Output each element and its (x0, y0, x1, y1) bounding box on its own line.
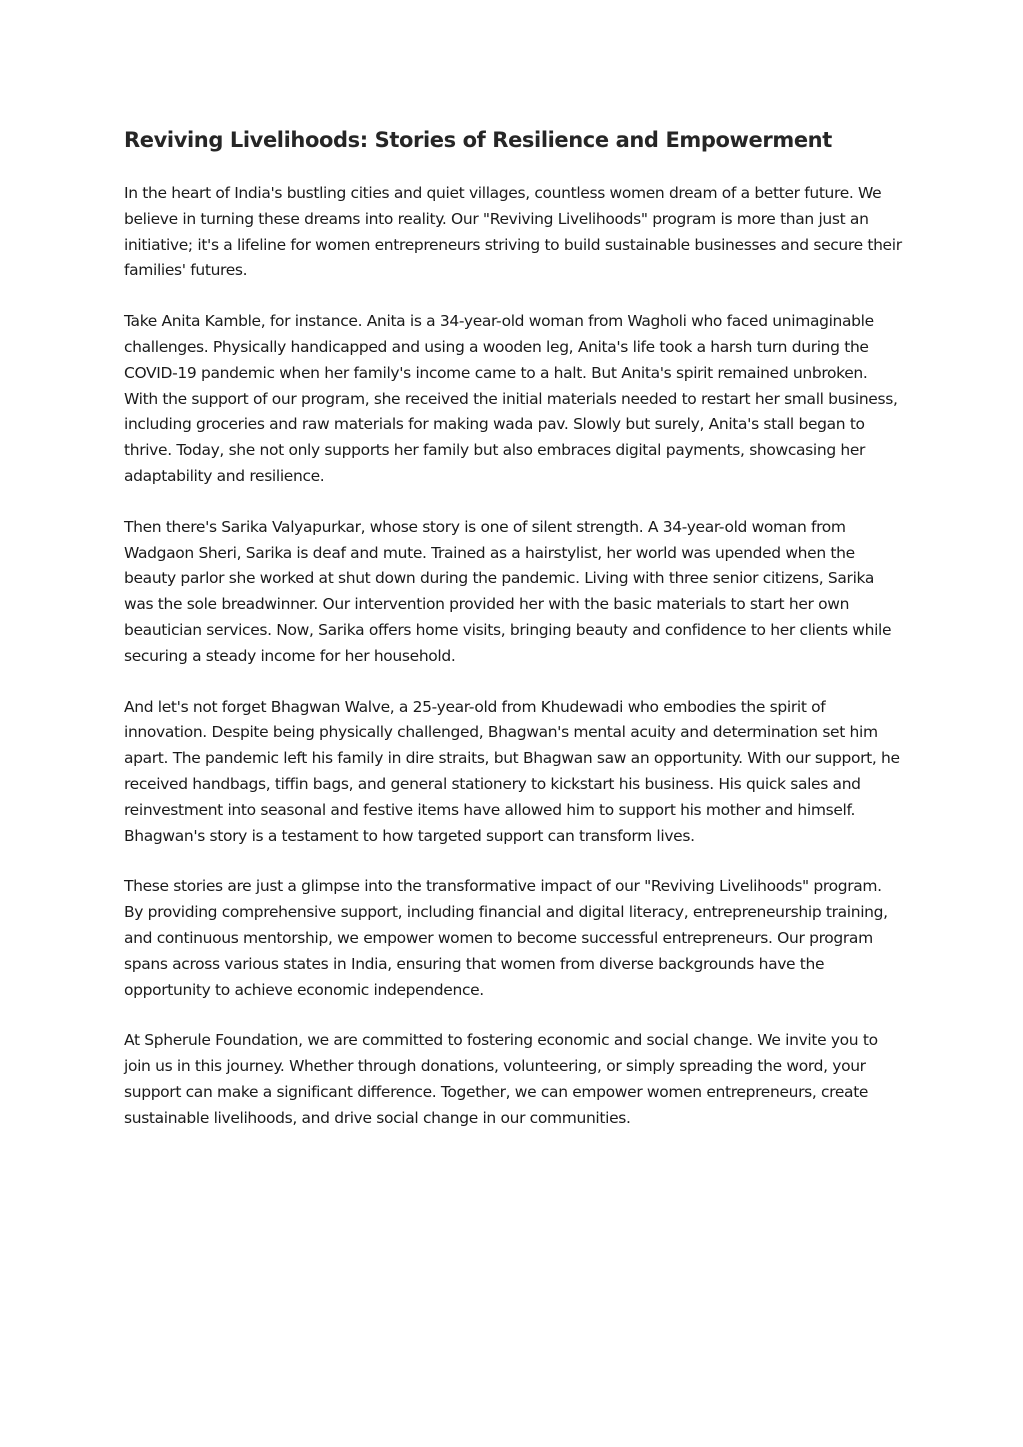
paragraph-intro: In the heart of India's bustling cities and quiet villages, countless women dream of a better future. We believe in turning these dreams into reality. Our "Reviving Livelihoods" program is more than just an initiative; it's a lifeline for women entrepreneurs striving to build sustainable businesses and secure their families' futures. (124, 184, 902, 280)
document-title: Reviving Livelihoods: Stories of Resilience and Empowerment (124, 128, 832, 152)
paragraph-program-impact: These stories are just a glimpse into the transformative impact of our "Reviving Livelihoods" program. By providing comprehensive support, including financial and digital literacy, entrepreneurship training, and continuous mentorship, we empower women to become successful entrepreneurs. Our program spans across various states in India, ensuring that women from diverse backgrounds have the opportunity to achieve economic independence. (124, 877, 888, 999)
paragraph-anita-kamble: Take Anita Kamble, for instance. Anita is a 34-year-old woman from Wagholi who faced unimaginable challenges. Physically handicapped and using a wooden leg, Anita's life took a harsh turn during the COVID-19 pandemic when her family's income came to a halt. But Anita's spirit remained unbroken. With the support of our program, she received the initial materials needed to restart her small business, including groceries and raw materials for making wada pav. Slowly but surely, Anita's stall began to thrive. Today, she not only supports her family but also embraces digital payments, showcasing her adaptability and resilience. (124, 312, 898, 485)
paragraph-sarika-valyapurkar: Then there's Sarika Valyapurkar, whose story is one of silent strength. A 34-year-old woman from Wadgaon Sheri, Sarika is deaf and mute. Trained as a hairstylist, her world was upended when the beauty parlor she worked at shut down during the pandemic. Living with three senior citizens, Sarika was the sole breadwinner. Our intervention provided her with the basic materials to start her own beautician services. Now, Sarika offers home visits, bringing beauty and confidence to her clients while securing a steady income for her household. (124, 517, 892, 665)
paragraph-call-to-action: At Spherule Foundation, we are committed to fostering economic and social change. We invite you to join us in this journey. Whether through donations, volunteering, or simply spreading the word, your support can make a significant difference. Together, we can empower women entrepreneurs, create sustainable livelihoods, and drive social change in our communities. (124, 1031, 878, 1127)
paragraph-bhagwan-walve: And let's not forget Bhagwan Walve, a 25-year-old from Khudewadi who embodies the spirit of innovation. Despite being physically challenged, Bhagwan's mental acuity and determination set him apart. The pandemic left his family in dire straits, but Bhagwan saw an opportunity. With our support, he received handbags, tiffin bags, and general stationery to kickstart his business. His quick sales and reinvestment into seasonal and festive items have allowed him to support his mother and himself. Bhagwan's story is a testament to how targeted support can transform lives. (124, 697, 900, 845)
document-body (124, 125, 904, 1157)
